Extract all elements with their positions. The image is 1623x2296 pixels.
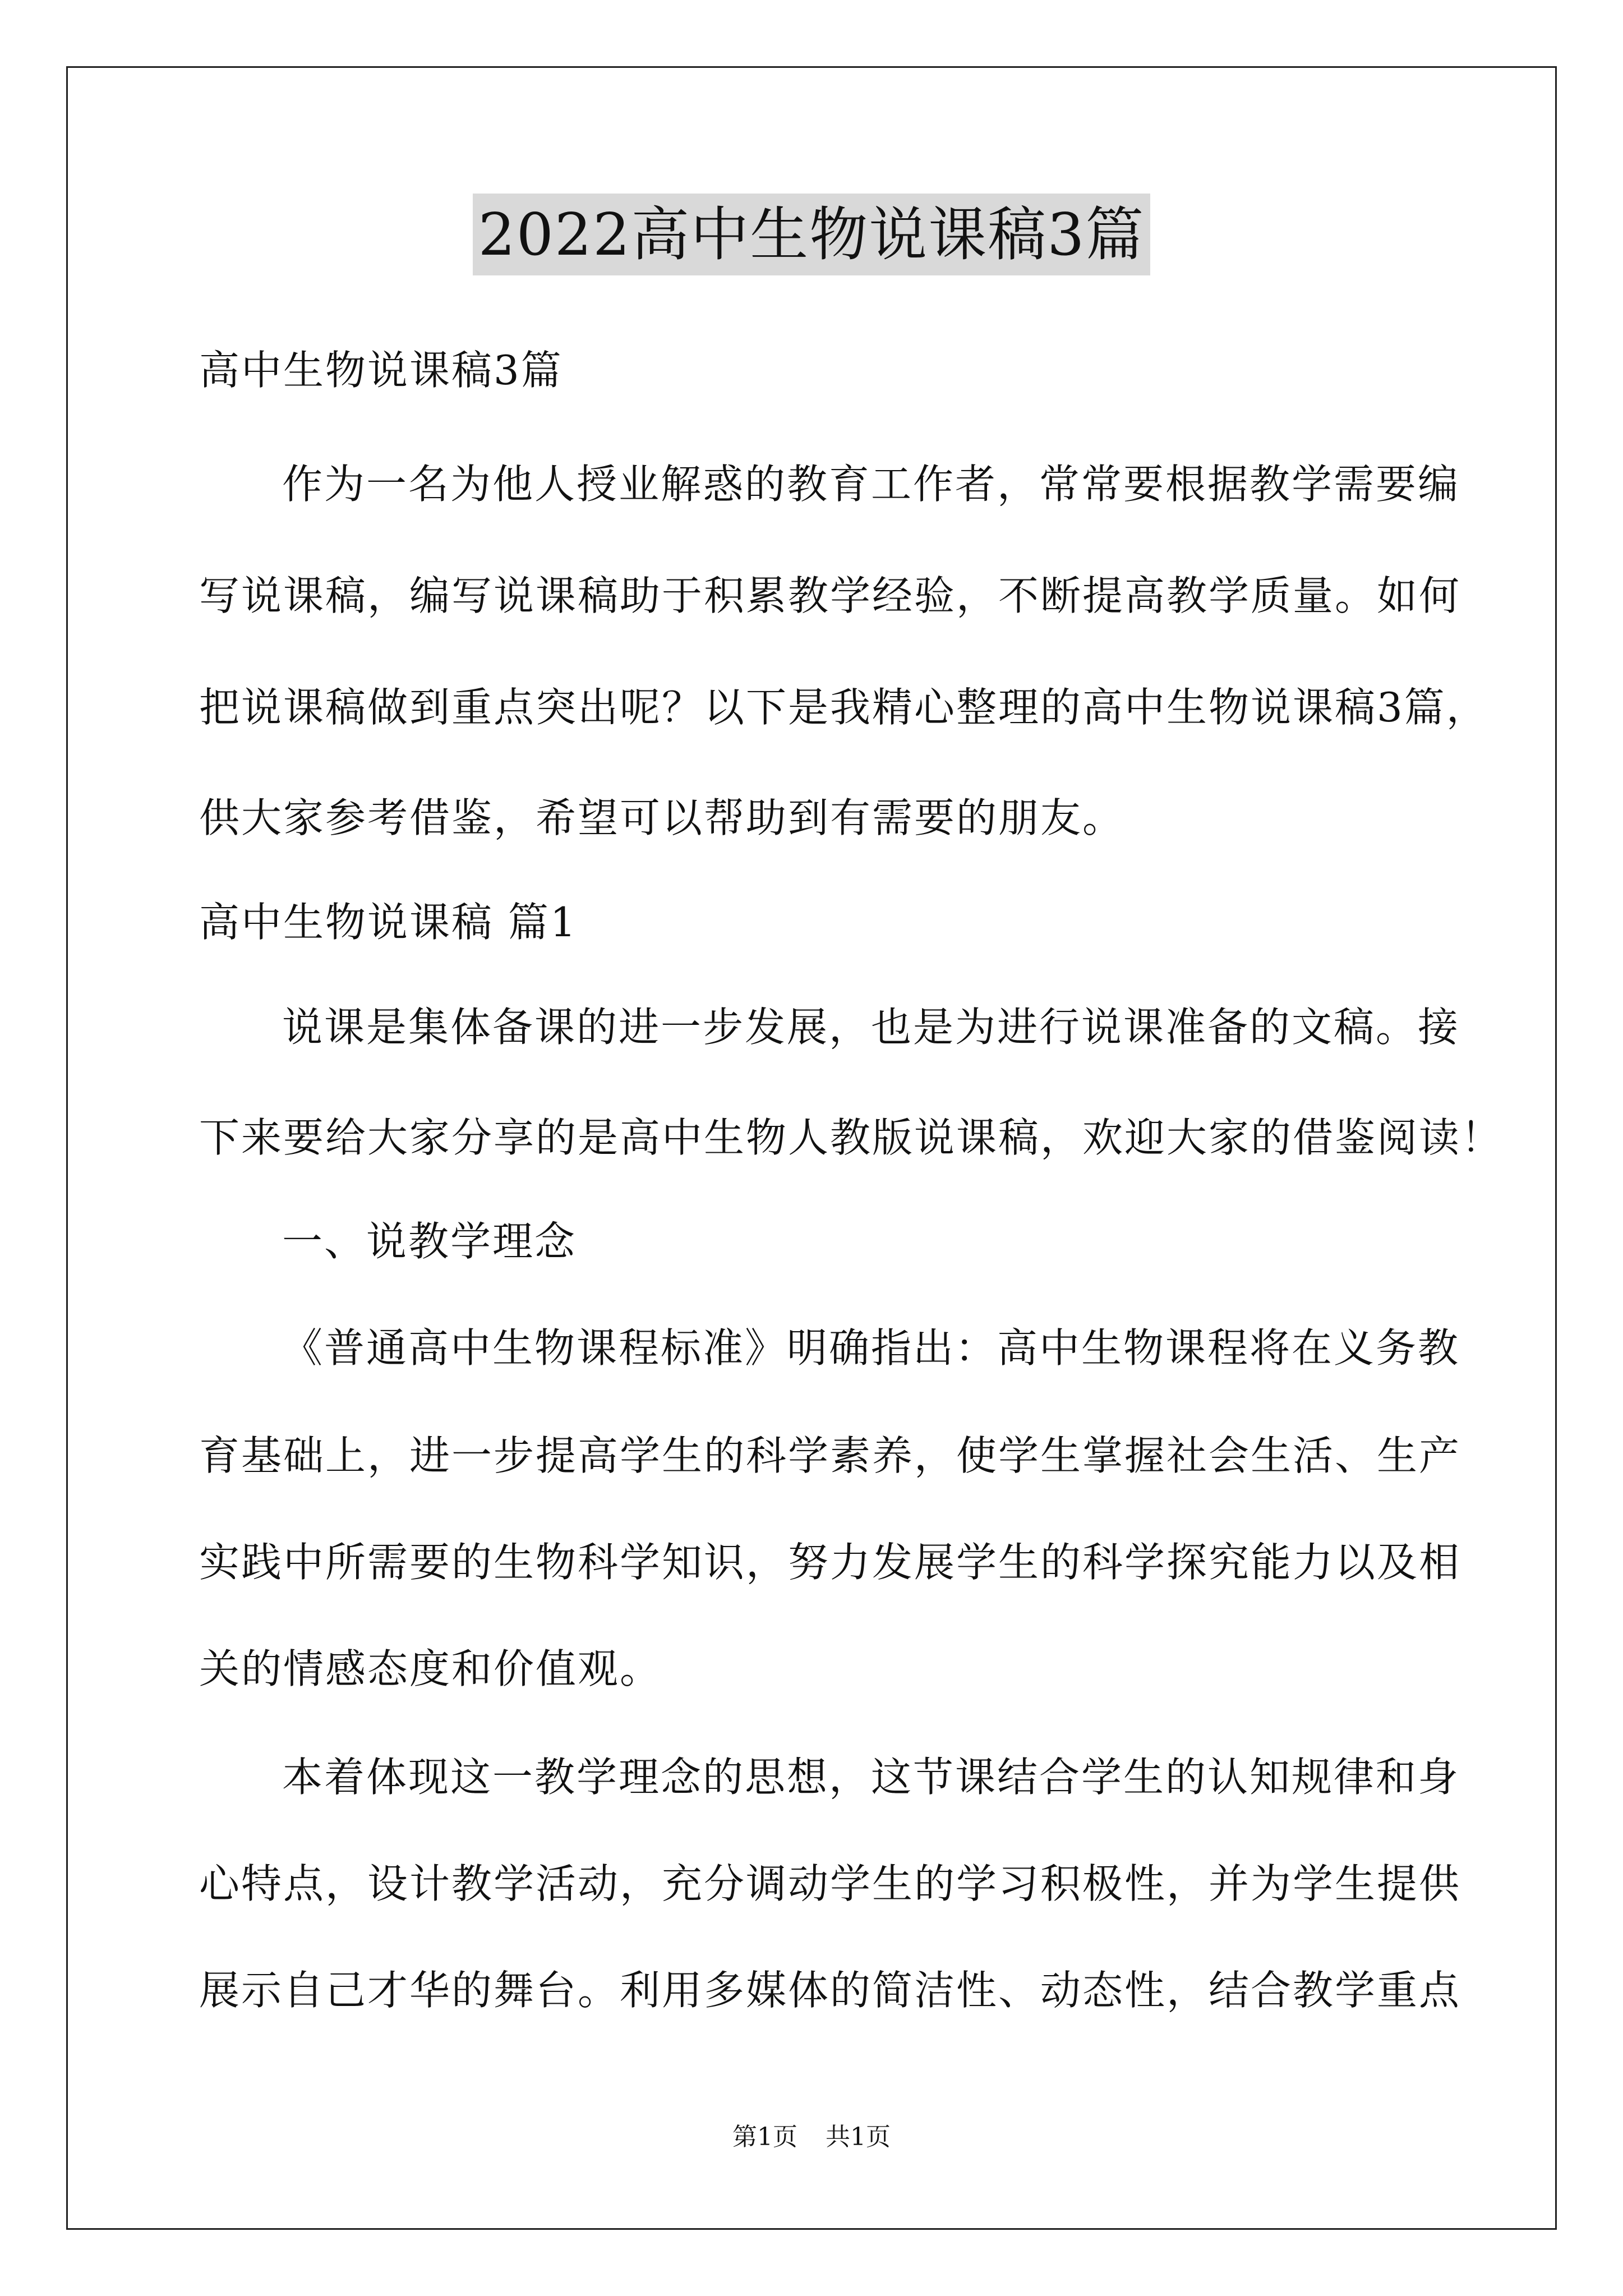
title-container — [0, 194, 1623, 275]
paragraph-line: 展示自己才华的舞台。利用多媒体的简洁性、动态性，结合教学重点 — [199, 1967, 1461, 2014]
page-footer — [0, 2120, 1623, 2154]
paragraph-line: 心特点，设计教学活动，充分调动学生的学习积极性，并为学生提供 — [199, 1860, 1461, 1907]
paragraph-line: 把说课稿做到重点突出呢？以下是我精心整理的高中生物说课稿3篇， — [199, 684, 1488, 731]
paragraph-line: 实践中所需要的生物科学知识，努力发展学生的科学探究能力以及相 — [199, 1539, 1461, 1586]
paragraph-line: 作为一名为他人授业解惑的教育工作者，常常要根据教学需要编 — [282, 461, 1460, 508]
paragraph-line: 说课是集体备课的进一步发展，也是为进行说课准备的文稿。接 — [282, 1004, 1460, 1051]
document-title: 2022高中生物说课稿3篇 — [473, 194, 1151, 275]
paragraph-line: 育基础上，进一步提高学生的科学素养，使学生掌握社会生活、生产 — [199, 1432, 1461, 1479]
page-number: 第1页 — [732, 2123, 797, 2151]
paragraph-line: 关的情感态度和价值观。 — [199, 1645, 662, 1692]
page-total: 共1页 — [826, 2123, 891, 2151]
paragraph-line: 写说课稿，编写说课稿助于积累教学经验，不断提高教学质量。如何 — [199, 572, 1461, 619]
paragraph-line: 本着体现这一教学理念的思想，这节课结合学生的认知规律和身 — [282, 1754, 1460, 1801]
paragraph-line: 下来要给大家分享的是高中生物人教版说课稿，欢迎大家的借鉴阅读！ — [199, 1114, 1504, 1161]
subtitle-line: 高中生物说课稿3篇 — [199, 347, 563, 394]
section-heading: 高中生物说课稿 篇1 — [199, 899, 578, 946]
subsection-heading: 一、说教学理念 — [282, 1218, 577, 1265]
paragraph-line: 供大家参考借鉴，希望可以帮助到有需要的朋友。 — [199, 794, 1125, 841]
paragraph-line: 《普通高中生物课程标准》明确指出：高中生物课程将在义务教 — [282, 1324, 1460, 1372]
